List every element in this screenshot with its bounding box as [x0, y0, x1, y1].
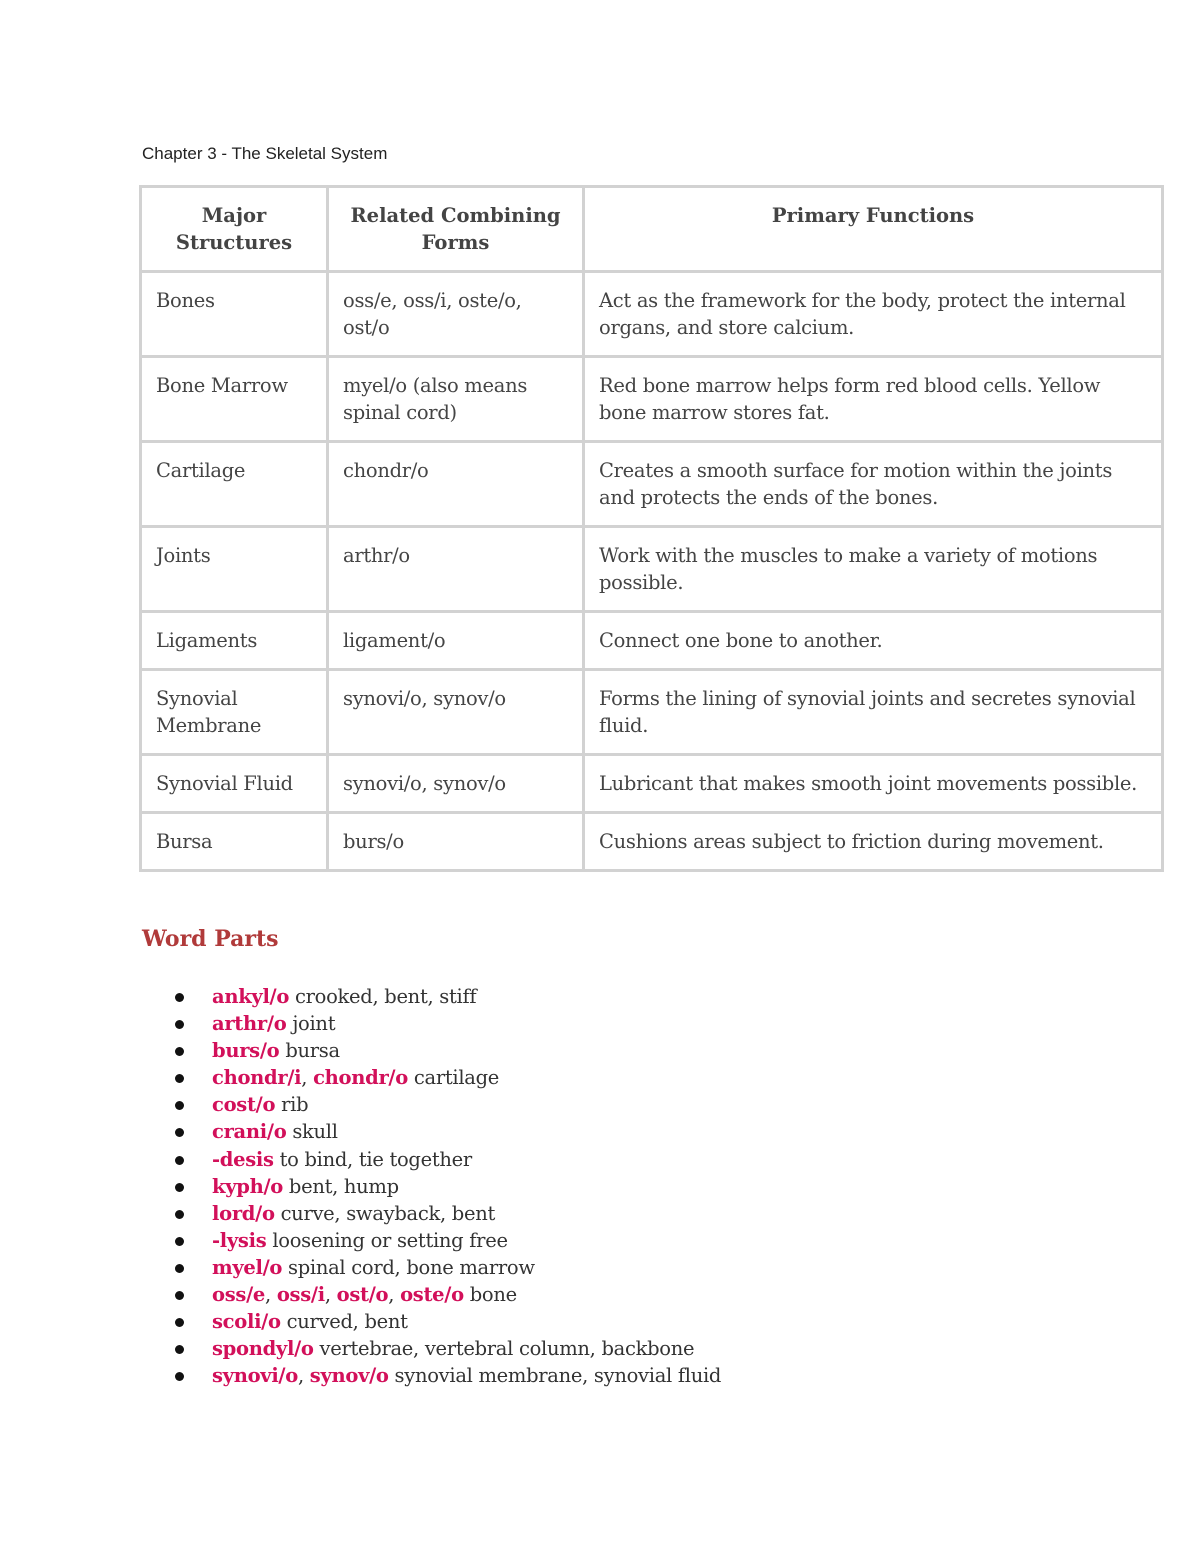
- list-item: [172, 1173, 721, 1200]
- combining-forms-cell: arthr/o: [328, 527, 584, 612]
- word-part-meaning: vertebrae, vertebral column, backbone: [319, 1337, 695, 1361]
- word-part-term: oss/i: [276, 1283, 325, 1307]
- word-part-meaning: synovial membrane, synovial fluid: [394, 1364, 722, 1388]
- word-part-term: spondyl/o: [212, 1337, 314, 1361]
- bullet-icon: [175, 1345, 184, 1354]
- list-item: [172, 1091, 721, 1118]
- header-primary-functions: Primary Functions: [584, 187, 1163, 272]
- word-part-meaning: cartilage: [413, 1066, 500, 1090]
- combining-forms-cell: synovi/o, synov/o: [328, 670, 584, 755]
- word-part-meaning: bone: [469, 1283, 517, 1307]
- structure-cell: Bursa: [141, 813, 328, 871]
- word-part-meaning: to bind, tie together: [279, 1147, 472, 1171]
- word-part-term: arthr/o: [212, 1012, 287, 1036]
- bullet-icon: [175, 1074, 184, 1083]
- word-part-meaning: bent, hump: [288, 1174, 399, 1198]
- function-cell: Creates a smooth surface for motion within the joints and protects the ends of the bones.: [584, 442, 1163, 527]
- structure-cell: Synovial Membrane: [141, 670, 328, 755]
- list-item: [172, 1037, 721, 1064]
- list-item: synovi/o, synov/o synovial membrane, synovial fluid: [172, 1362, 721, 1389]
- word-part-meaning: curved, bent: [286, 1310, 408, 1334]
- word-part-term: burs/o: [212, 1039, 280, 1063]
- combining-forms-cell: myel/o (also means spinal cord): [328, 357, 584, 442]
- word-parts-heading: Word Parts: [142, 926, 279, 952]
- word-part-meaning: loosening or setting free: [272, 1228, 508, 1252]
- bullet-icon: [175, 1318, 184, 1327]
- function-cell: Red bone marrow helps form red blood cells. Yellow bone marrow stores fat.: [584, 357, 1163, 442]
- structure-cell: Bones: [141, 272, 328, 357]
- word-part-term: chondr/i: [212, 1066, 302, 1090]
- header-major-structures: Major Structures: [141, 187, 328, 272]
- word-part-term: ankyl/o: [212, 985, 290, 1008]
- word-part-meaning: bursa: [285, 1039, 340, 1063]
- bullet-icon: [175, 1291, 184, 1300]
- word-part-term: -lysis: [212, 1228, 267, 1252]
- list-item: [172, 1010, 721, 1037]
- list-item: oss/e, oss/i, ost/o, oste/o bone: [172, 1281, 721, 1308]
- word-part-meaning: spinal cord, bone marrow: [288, 1255, 535, 1279]
- word-part-term: myel/o: [212, 1255, 283, 1279]
- word-part-term: scoli/o: [212, 1310, 281, 1334]
- word-part-meaning: crooked, bent, stiff: [295, 985, 477, 1008]
- table-row: [141, 813, 1163, 871]
- structure-cell: Synovial Fluid: [141, 755, 328, 813]
- combining-forms-cell: chondr/o: [328, 442, 584, 527]
- function-cell: Work with the muscles to make a variety of motions possible.: [584, 527, 1163, 612]
- bullet-icon: [175, 1020, 184, 1029]
- table-row: [141, 442, 1163, 527]
- word-part-term: synovi/o: [212, 1364, 298, 1388]
- word-part-term: synov/o: [309, 1364, 389, 1388]
- list-item: [172, 983, 721, 1010]
- list-item: [172, 1200, 721, 1227]
- combining-forms-cell: burs/o: [328, 813, 584, 871]
- word-part-meaning: curve, swayback, bent: [280, 1201, 496, 1225]
- word-part-term: -desis: [212, 1147, 274, 1171]
- word-part-term: kyph/o: [212, 1174, 283, 1198]
- bullet-icon: [175, 1047, 184, 1056]
- list-item: [172, 1254, 721, 1281]
- word-part-term: oss/e: [212, 1283, 265, 1307]
- table-row: [141, 527, 1163, 612]
- bullet-icon: [175, 1372, 184, 1381]
- function-cell: Forms the lining of synovial joints and secretes synovial fluid.: [584, 670, 1163, 755]
- list-item: [172, 1308, 721, 1335]
- list-item: [172, 1227, 721, 1254]
- structure-cell: Ligaments: [141, 612, 328, 670]
- chapter-title: Chapter 3 - The Skeletal System: [142, 144, 388, 163]
- word-part-term: crani/o: [212, 1120, 287, 1144]
- bullet-icon: [175, 1128, 184, 1137]
- word-part-meaning: joint: [292, 1012, 336, 1036]
- table-row: [141, 612, 1163, 670]
- function-cell: Lubricant that makes smooth joint movements possible.: [584, 755, 1163, 813]
- function-cell: Connect one bone to another.: [584, 612, 1163, 670]
- word-parts-list: [172, 983, 721, 1389]
- list-item: [172, 1118, 721, 1145]
- word-part-term: oste/o: [400, 1283, 464, 1307]
- bullet-icon: [175, 1210, 184, 1219]
- word-part-term: chondr/o: [313, 1066, 408, 1090]
- word-part-meaning: rib: [281, 1093, 309, 1117]
- bullet-icon: [175, 1264, 184, 1273]
- bullet-icon: [175, 1183, 184, 1192]
- bullet-icon: [175, 1156, 184, 1165]
- function-cell: Cushions areas subject to friction during movement.: [584, 813, 1163, 871]
- word-part-meaning: skull: [292, 1120, 338, 1144]
- word-part-term: cost/o: [212, 1093, 276, 1117]
- list-item: [172, 1335, 721, 1362]
- table-row: [141, 357, 1163, 442]
- structure-cell: Cartilage: [141, 442, 328, 527]
- list-item: [172, 1146, 721, 1173]
- structures-table: [139, 185, 1164, 872]
- bullet-icon: [175, 1237, 184, 1246]
- table-row: [141, 755, 1163, 813]
- table-row: [141, 670, 1163, 755]
- combining-forms-cell: oss/e, oss/i, oste/o, ost/o: [328, 272, 584, 357]
- function-cell: Act as the framework for the body, protect the internal organs, and store calcium.: [584, 272, 1163, 357]
- combining-forms-cell: ligament/o: [328, 612, 584, 670]
- bullet-icon: [175, 993, 184, 1002]
- table-row: [141, 272, 1163, 357]
- word-part-term: lord/o: [212, 1201, 275, 1225]
- table-header-row: [141, 187, 1163, 272]
- list-item: chondr/i, chondr/o cartilage: [172, 1064, 721, 1091]
- combining-forms-cell: synovi/o, synov/o: [328, 755, 584, 813]
- structure-cell: Bone Marrow: [141, 357, 328, 442]
- bullet-icon: [175, 1101, 184, 1110]
- word-part-term: ost/o: [336, 1283, 389, 1307]
- structure-cell: Joints: [141, 527, 328, 612]
- header-combining-forms: Related Combining Forms: [328, 187, 584, 272]
